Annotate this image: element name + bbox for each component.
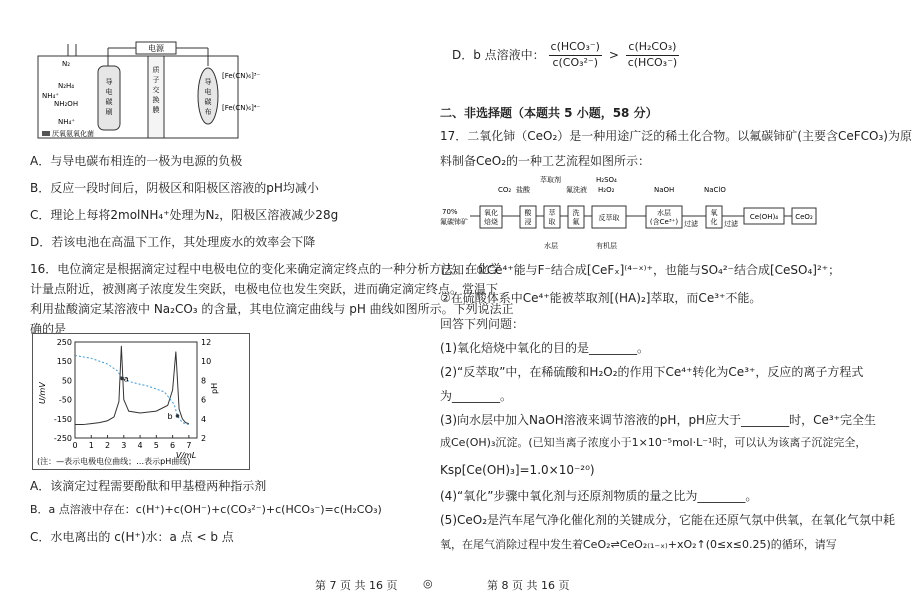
flow-start-2: 氟碳铈矿 <box>440 218 468 226</box>
svg-text:质: 质 <box>152 66 160 74</box>
q17-4: (4)“氧化”步骤中氧化剂与还原剂物质的量之比为________。 <box>440 489 758 503</box>
svg-text:焙烧: 焙烧 <box>484 218 498 226</box>
svg-text:氧: 氧 <box>710 209 718 217</box>
h2o2-label: H₂O₂ <box>598 186 615 194</box>
known-2: ②在硫酸体系中Ce⁴⁺能被萃取剂[(HA)₂]萃取，而Ce³⁺不能。 <box>440 291 762 305</box>
svg-text:刷: 刷 <box>105 108 113 116</box>
naoh-label: NaOH <box>654 186 675 194</box>
q17-3c: Ksp[Ce(OH)₃]=1.0×10⁻²⁰) <box>440 463 595 477</box>
svg-text:电: 电 <box>105 88 113 96</box>
svg-text:(含Ce³⁺): (含Ce³⁺) <box>649 218 679 226</box>
fe-upper-label: [Fe(CN)₆]³⁻ <box>222 72 261 80</box>
nh4-left-label: NH₄⁺ <box>42 92 60 100</box>
svg-text:酸: 酸 <box>524 209 532 217</box>
y-right-tick-label: 8 <box>201 376 207 386</box>
bacteria-label: 厌氧氨氧化菌 <box>52 130 94 138</box>
naclo-label: NaClO <box>704 186 726 194</box>
q17-3b: 成Ce(OH)₃沉淀。(已知当离子浓度小于1×10⁻⁵mol·L⁻¹时，可以认为该离子沉淀完全， <box>440 436 867 449</box>
n2-label: N₂ <box>62 60 71 68</box>
svg-text:碳: 碳 <box>204 98 212 106</box>
process-flowchart <box>440 172 820 254</box>
svg-text:洗: 洗 <box>572 209 580 217</box>
n2h4-label: N₂H₄ <box>58 82 75 90</box>
f-wash-label: 氟洗液 <box>566 186 587 194</box>
answer-prompt: 回答下列问题： <box>440 317 525 331</box>
y-right-tick-label: 2 <box>201 434 207 443</box>
x-axis-label: V/mL <box>175 451 197 460</box>
q16-option-a: A．该滴定过程需要酚酞和甲基橙两种指示剂 <box>30 479 267 493</box>
extractant-label: 萃取剂 <box>540 176 561 184</box>
ceoh4-label: Ce(OH)₄ <box>749 213 779 221</box>
y-right-tick-label: 6 <box>201 395 207 405</box>
point-b <box>176 414 180 418</box>
svg-text:水层: 水层 <box>657 209 671 217</box>
q16-d-prefix: D．b 点溶液中： <box>452 47 545 62</box>
x-tick-label: 1 <box>88 441 94 450</box>
svg-text:膜: 膜 <box>152 106 160 114</box>
known-1: 已知：①Ce⁴⁺能与F⁻结合成[CeFₓ]⁽⁴⁻ˣ⁾⁺，也能与SO₄²⁻结合成[CeSO₄]²⁺； <box>440 263 841 277</box>
svg-text:子: 子 <box>152 76 160 84</box>
titration-chart <box>33 334 249 469</box>
ceo2-label: CeO₂ <box>795 213 813 221</box>
x-tick-label: 0 <box>72 441 78 450</box>
x-tick-label: 5 <box>153 441 159 450</box>
svg-text:导: 导 <box>204 78 212 86</box>
x-tick-label: 6 <box>170 441 176 450</box>
q17-3a: (3)向水层中加入NaOH溶液来调节溶液的pH，pH应大于________时，Ce³⁺完全生 <box>440 413 876 427</box>
power-label: 电源 <box>148 44 164 53</box>
y-left-tick-label: 50 <box>61 376 72 386</box>
svg-text:碳: 碳 <box>105 98 113 106</box>
footer-page-left: 第 7 页 共 16 页 <box>315 579 398 592</box>
y-right-axis-label: pH <box>210 382 219 394</box>
q16-line-1: 16．电位滴定是根据滴定过程中电极电位的变化来确定滴定终点的一种分析方法。在化学 <box>30 262 502 276</box>
titration-chart-frame <box>32 333 250 470</box>
svg-text:氧化: 氧化 <box>484 209 498 217</box>
y-left-tick-label: 250 <box>56 338 72 347</box>
q17-2a: (2)“反萃取”中，在稀硫酸和H₂O₂的作用下Ce⁴⁺转化为Ce³⁺，反应的离子方程式 <box>440 365 864 379</box>
q17-line-2: 料制备CeO₂的一种工艺流程如图所示： <box>440 154 651 168</box>
fe-lower-label: [Fe(CN)₆]⁴⁻ <box>222 104 261 112</box>
q17-line-1: 17．二氧化铈（CeO₂）是一种用途广泛的稀土化合物。以氟碳铈矿(主要含CeFCO₃)为原 <box>440 129 912 143</box>
frac1-num: c(HCO₃⁻) <box>549 40 602 56</box>
svg-text:化: 化 <box>710 218 718 226</box>
co2-label: CO₂ <box>498 186 512 194</box>
q16-option-b: B．a 点溶液中存在：c(H⁺)+c(OH⁻)+c(CO₃²⁻)+c(HCO₃⁻)=c(H₂CO₃) <box>30 503 382 516</box>
nh2oh-label: NH₂OH <box>54 100 79 108</box>
q17-2b: 为________。 <box>440 389 513 403</box>
x-tick-label: 3 <box>121 441 127 450</box>
y-left-tick-label: 150 <box>56 357 72 367</box>
h2so4-label: H₂SO₄ <box>596 176 617 184</box>
svg-text:反萃取: 反萃取 <box>598 214 620 222</box>
filter2-label: 过滤 <box>724 220 738 228</box>
y-right-tick-label: 4 <box>201 414 207 424</box>
svg-text:电: 电 <box>204 88 212 96</box>
q15-option-d: D．若该电池在高温下工作，其处理废水的效率会下降 <box>30 235 316 249</box>
svg-text:浸: 浸 <box>524 218 532 226</box>
q16-option-d: D．b 点溶液中： $\frac{\text{c(HCO₃⁻)}}{\text{c(CO₃²⁻)}}$ > $\frac{\text{c(H₂CO₃)}}{\text{c(HCO₃⁻)}}$ <box>452 40 678 69</box>
electrolysis-diagram <box>38 38 268 140</box>
y-left-tick-label: -150 <box>53 414 72 424</box>
svg-text:换: 换 <box>152 96 160 104</box>
y-left-tick-label: -50 <box>58 395 72 405</box>
x-tick-label: 2 <box>104 441 111 450</box>
flow-start-1: 70% <box>442 208 458 216</box>
q15-option-a: A．与导电碳布相连的一极为电源的负极 <box>30 154 243 168</box>
footer-mark: ◎ <box>423 577 433 590</box>
frac2-den: c(HCO₃⁻) <box>627 55 678 69</box>
q16-line-3: 利用盐酸滴定某溶液中 Na₂CO₃ 的含量，其电位滴定曲线与 pH 曲线如图所示。下列说法正 <box>30 302 514 316</box>
q15-option-b: B．反应一段时间后，阴极区和阳极区溶液的pH均减小 <box>30 181 319 195</box>
svg-text:氟: 氟 <box>572 218 580 226</box>
x-tick-label: 4 <box>137 441 143 450</box>
nh4-bottom-label: NH₄⁺ <box>58 118 76 126</box>
chart-note: (注：—表示电极电位曲线；…表示pH曲线) <box>37 457 191 466</box>
y-left-tick-label: -250 <box>53 434 72 443</box>
frac2-num: c(H₂CO₃) <box>626 40 679 56</box>
svg-text:交: 交 <box>152 86 160 94</box>
hcl-label: 盐酸 <box>516 186 530 194</box>
organic-layer-label: 有机层 <box>596 242 617 250</box>
y-right-tick-label: 12 <box>201 338 212 347</box>
water-layer-label: 水层 <box>544 242 558 250</box>
svg-text:取: 取 <box>548 218 556 226</box>
q17-5b: 氧，在尾气消除过程中发生着CeO₂⇌CeO₂₍₁₋ₓ₎+xO₂↑(0≤x≤0.25)的循环，请写 <box>440 538 837 551</box>
footer-page-right: 第 8 页 共 16 页 <box>487 579 570 592</box>
y-left-axis-label: U/mV <box>38 382 47 404</box>
q16-d-frac2 <box>626 40 679 71</box>
q16-line-4: 确的是 <box>30 322 67 336</box>
section-title: 二、非选择题（本题共 5 小题，58 分） <box>440 106 658 120</box>
x-tick-label: 7 <box>186 441 192 450</box>
q16-option-c: C．水电离出的 c(H⁺)水：a 点 < b 点 <box>30 530 234 544</box>
svg-text:布: 布 <box>204 108 212 116</box>
y-right-tick-label: 10 <box>201 357 212 367</box>
q15-option-c: C．理论上每将2molNH₄⁺处理为N₂，阳极区溶液减少28g <box>30 208 339 222</box>
q16-d-frac1 <box>549 40 602 71</box>
brush-label-1: 导 <box>105 78 113 86</box>
q17-5a: (5)CeO₂是汽车尾气净化催化剂的关键成分，它能在还原气氛中供氧，在氧化气氛中耗 <box>440 513 896 527</box>
q16-line-2: 计量点附近，被测离子浓度发生突跃，电极电位也发生突跃，进而确定滴定终点。常温下 <box>30 282 499 296</box>
point-b-label: b <box>167 411 173 421</box>
q17-1: (1)氧化焙烧中氧化的目的是________。 <box>440 341 649 355</box>
svg-text:萃: 萃 <box>548 209 556 217</box>
filter1-label: 过滤 <box>684 220 698 228</box>
point-a-label: a <box>123 374 129 384</box>
frac1-den: c(CO₃²⁻) <box>552 55 599 69</box>
